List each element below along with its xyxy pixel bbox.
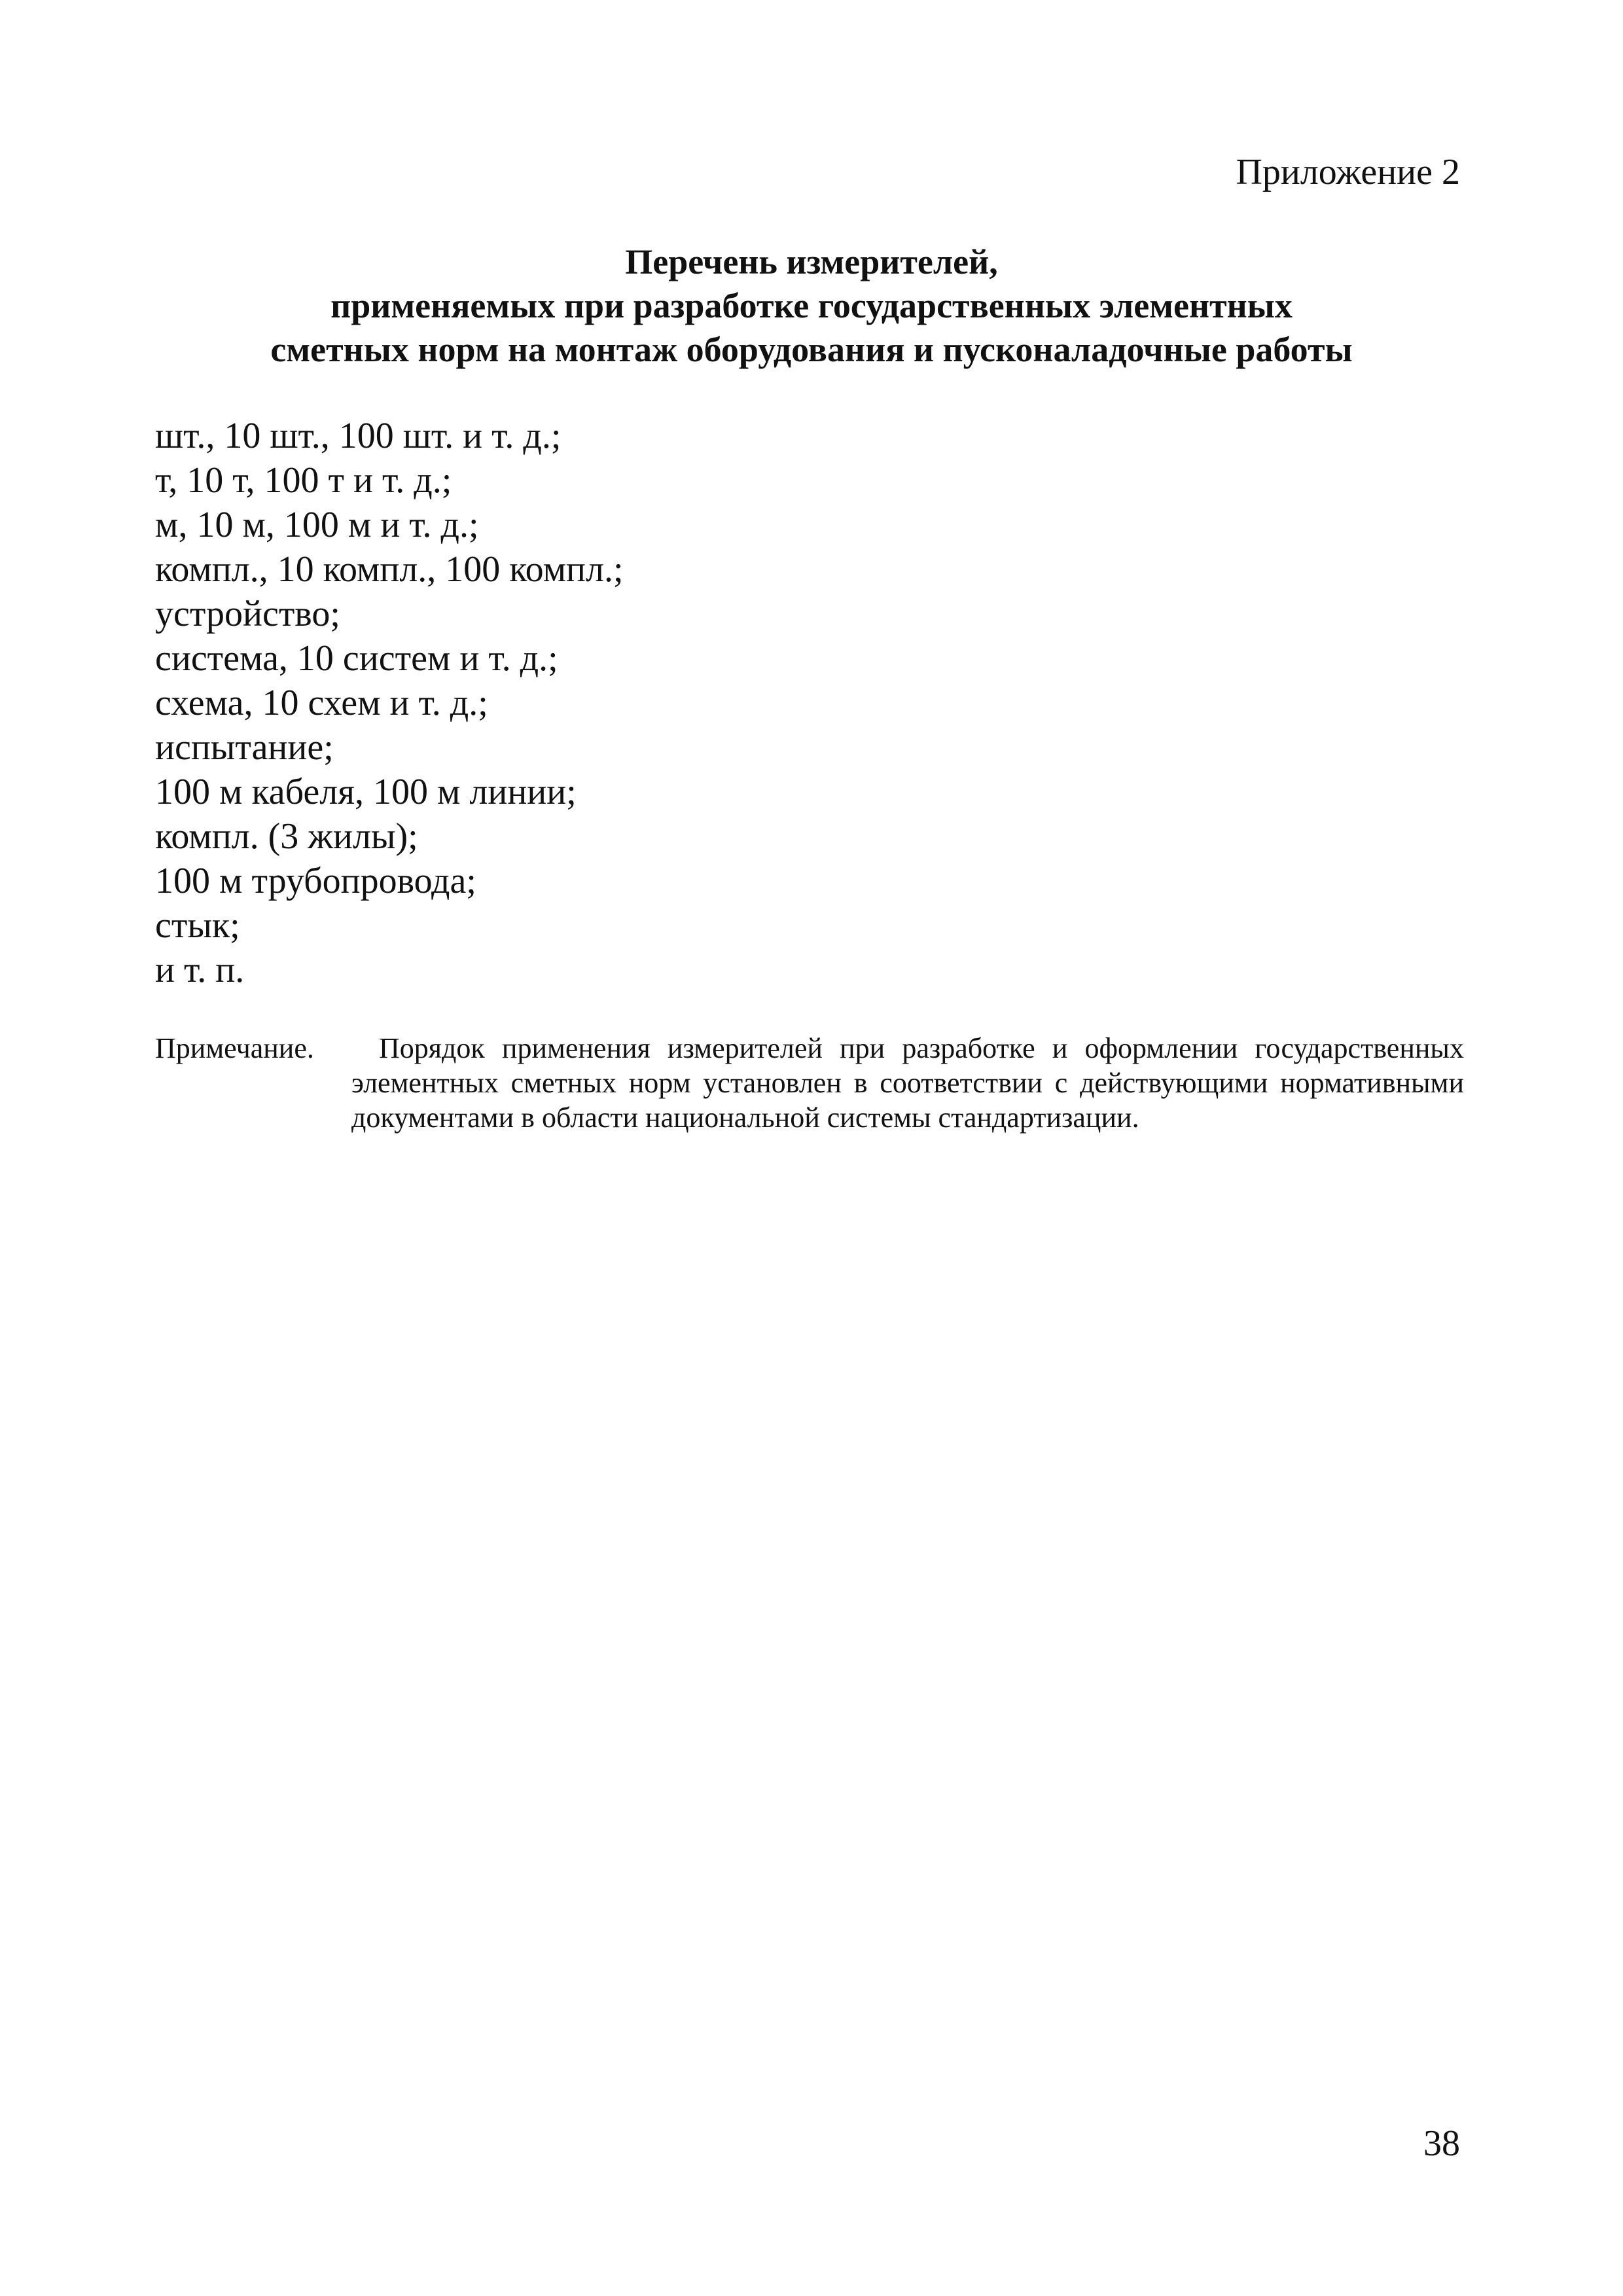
note-text-container [351,1031,1464,1135]
note-block [155,1031,1464,1135]
list-item: устройство; [155,594,340,634]
title-line-2: применяемых при разработке государственных элементных [330,286,1293,325]
list-item: система, 10 систем и т. д.; [155,638,558,679]
page-number: 38 [1423,2123,1460,2164]
list-item: схема, 10 схем и т. д.; [155,683,488,723]
list-item: 100 м кабеля, 100 м линии; [155,772,577,812]
note-label: Примечание. [155,1032,314,1064]
note-text: Порядок применения измерителей при разработке и оформлении государственных элементных сметных норм установлен в соответствии с действующими нормативными документами в области национальной системы стандартизации. [351,1032,1464,1134]
title-line-3: сметных норм на монтаж оборудования и пусконаладочные работы [270,330,1353,369]
list-item: компл. (3 жилы); [155,816,418,857]
title-line-1: Перечень измерителей, [625,242,998,281]
units-list [155,414,624,992]
list-item: м, 10 м, 100 м и т. д.; [155,505,479,545]
list-item: т, 10 т, 100 т и т. д.; [155,460,452,501]
list-item: 100 м трубопровода; [155,861,476,901]
appendix-label: Приложение 2 [1236,152,1460,192]
list-item: испытание; [155,727,334,768]
list-item: шт., 10 шт., 100 шт. и т. д.; [155,416,562,456]
list-item: компл., 10 компл., 100 компл.; [155,549,624,590]
list-item: стык; [155,905,240,946]
list-item: и т. п. [155,950,245,990]
document-title [0,240,1623,372]
